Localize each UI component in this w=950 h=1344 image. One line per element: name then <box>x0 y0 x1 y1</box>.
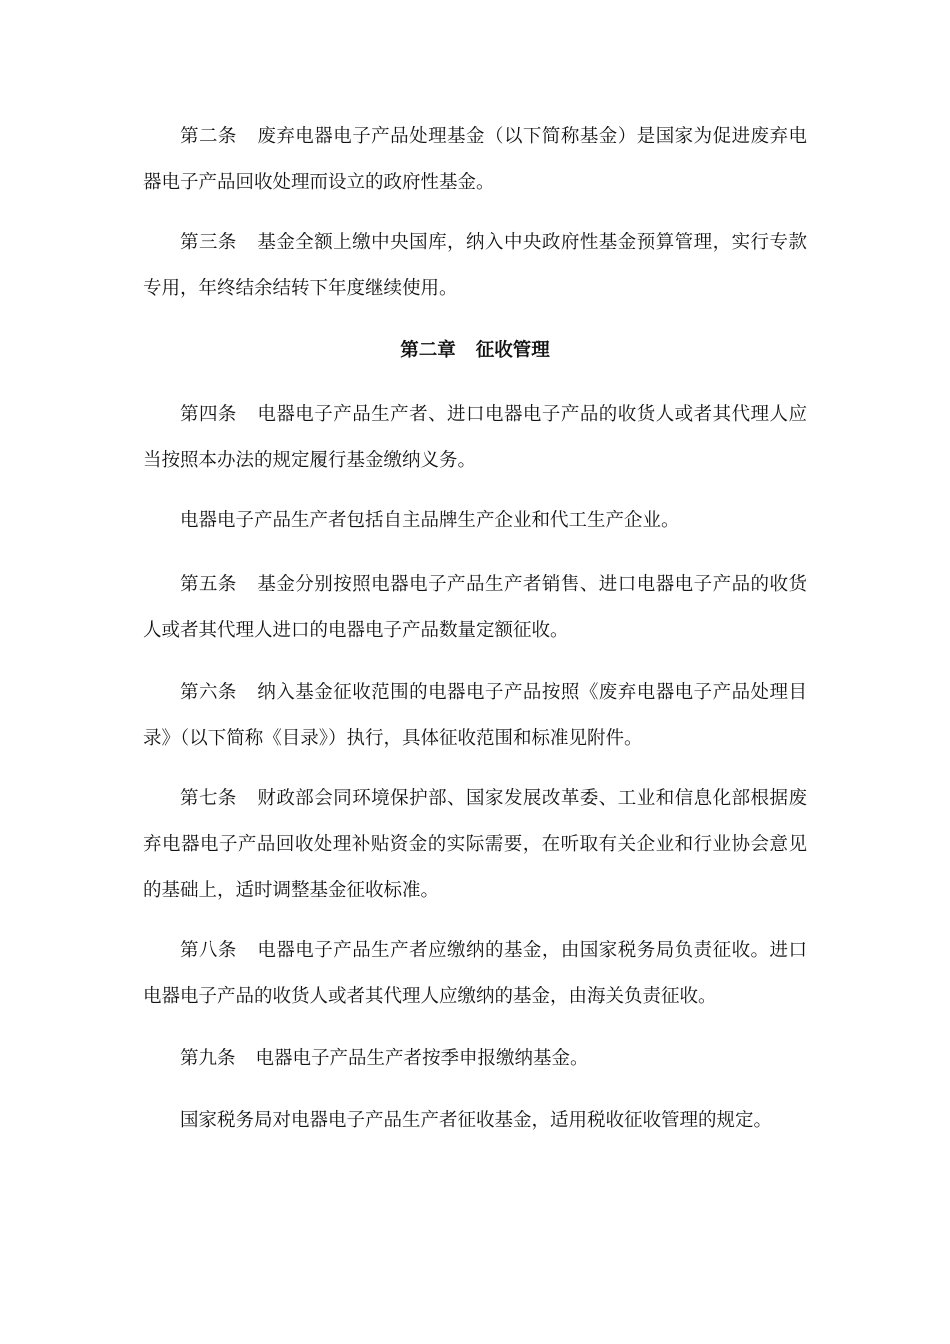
article-4-text: 电器电子产品生产者、进口电器电子产品的收货人或者其代理人应当按照本办法的规定履行基金缴纳义务。 <box>143 404 807 471</box>
chapter-heading <box>143 328 807 374</box>
article-4-paragraph <box>143 392 807 484</box>
article-4-paragraph-2: 电器电子产品生产者包括自主品牌生产企业和代工生产企业。 <box>180 510 680 531</box>
article-3-text: 基金全额上缴中央国库，纳入中央政府性基金预算管理，实行专款专用，年终结余结转下年度继续使用。 <box>143 232 807 299</box>
article-5-paragraph <box>143 562 807 654</box>
article-9-paragraph-2: 国家税务局对电器电子产品生产者征收基金，适用税收征收管理的规定。 <box>180 1110 773 1131</box>
article-7-paragraph <box>143 776 807 914</box>
article-7-text: 财政部会同环境保护部、国家发展改革委、工业和信息化部根据废弃电器电子产品回收处理补贴资金的实际需要，在听取有关企业和行业协会意见的基础上，适时调整基金征收标准。 <box>143 788 807 901</box>
article-8-label: 第八条 <box>180 940 237 961</box>
article-2-text: 废弃电器电子产品处理基金（以下简称基金）是国家为促进废弃电器电子产品回收处理而设立的政府性基金。 <box>143 126 807 193</box>
article-3-label: 第三条 <box>180 232 237 253</box>
article-8-paragraph <box>143 928 807 1020</box>
article-5-label: 第五条 <box>180 574 237 595</box>
article-6-text: 纳入基金征收范围的电器电子产品按照《废弃电器电子产品处理目录》（以下简称《目录》）执行，具体征收范围和标准见附件。 <box>143 682 807 749</box>
article-6-paragraph <box>143 670 807 762</box>
article-4-label: 第四条 <box>180 404 237 425</box>
article-9-label: 第九条 <box>180 1048 236 1069</box>
article-9-text: 电器电子产品生产者按季申报缴纳基金。 <box>255 1048 589 1069</box>
article-7-label: 第七条 <box>180 788 237 809</box>
article-2-label: 第二条 <box>180 126 237 147</box>
article-2-paragraph <box>143 114 807 206</box>
article-8-text: 电器电子产品生产者应缴纳的基金，由国家税务局负责征收。进口电器电子产品的收货人或者其代理人应缴纳的基金，由海关负责征收。 <box>143 940 807 1007</box>
chapter-title: 征收管理 <box>475 340 550 361</box>
article-9-paragraph <box>143 1036 807 1082</box>
article-3-paragraph <box>143 220 807 312</box>
article-5-text: 基金分别按照电器电子产品生产者销售、进口电器电子产品的收货人或者其代理人进口的电器电子产品数量定额征收。 <box>143 574 807 641</box>
article-6-label: 第六条 <box>180 682 237 703</box>
chapter-label: 第二章 <box>400 340 456 361</box>
